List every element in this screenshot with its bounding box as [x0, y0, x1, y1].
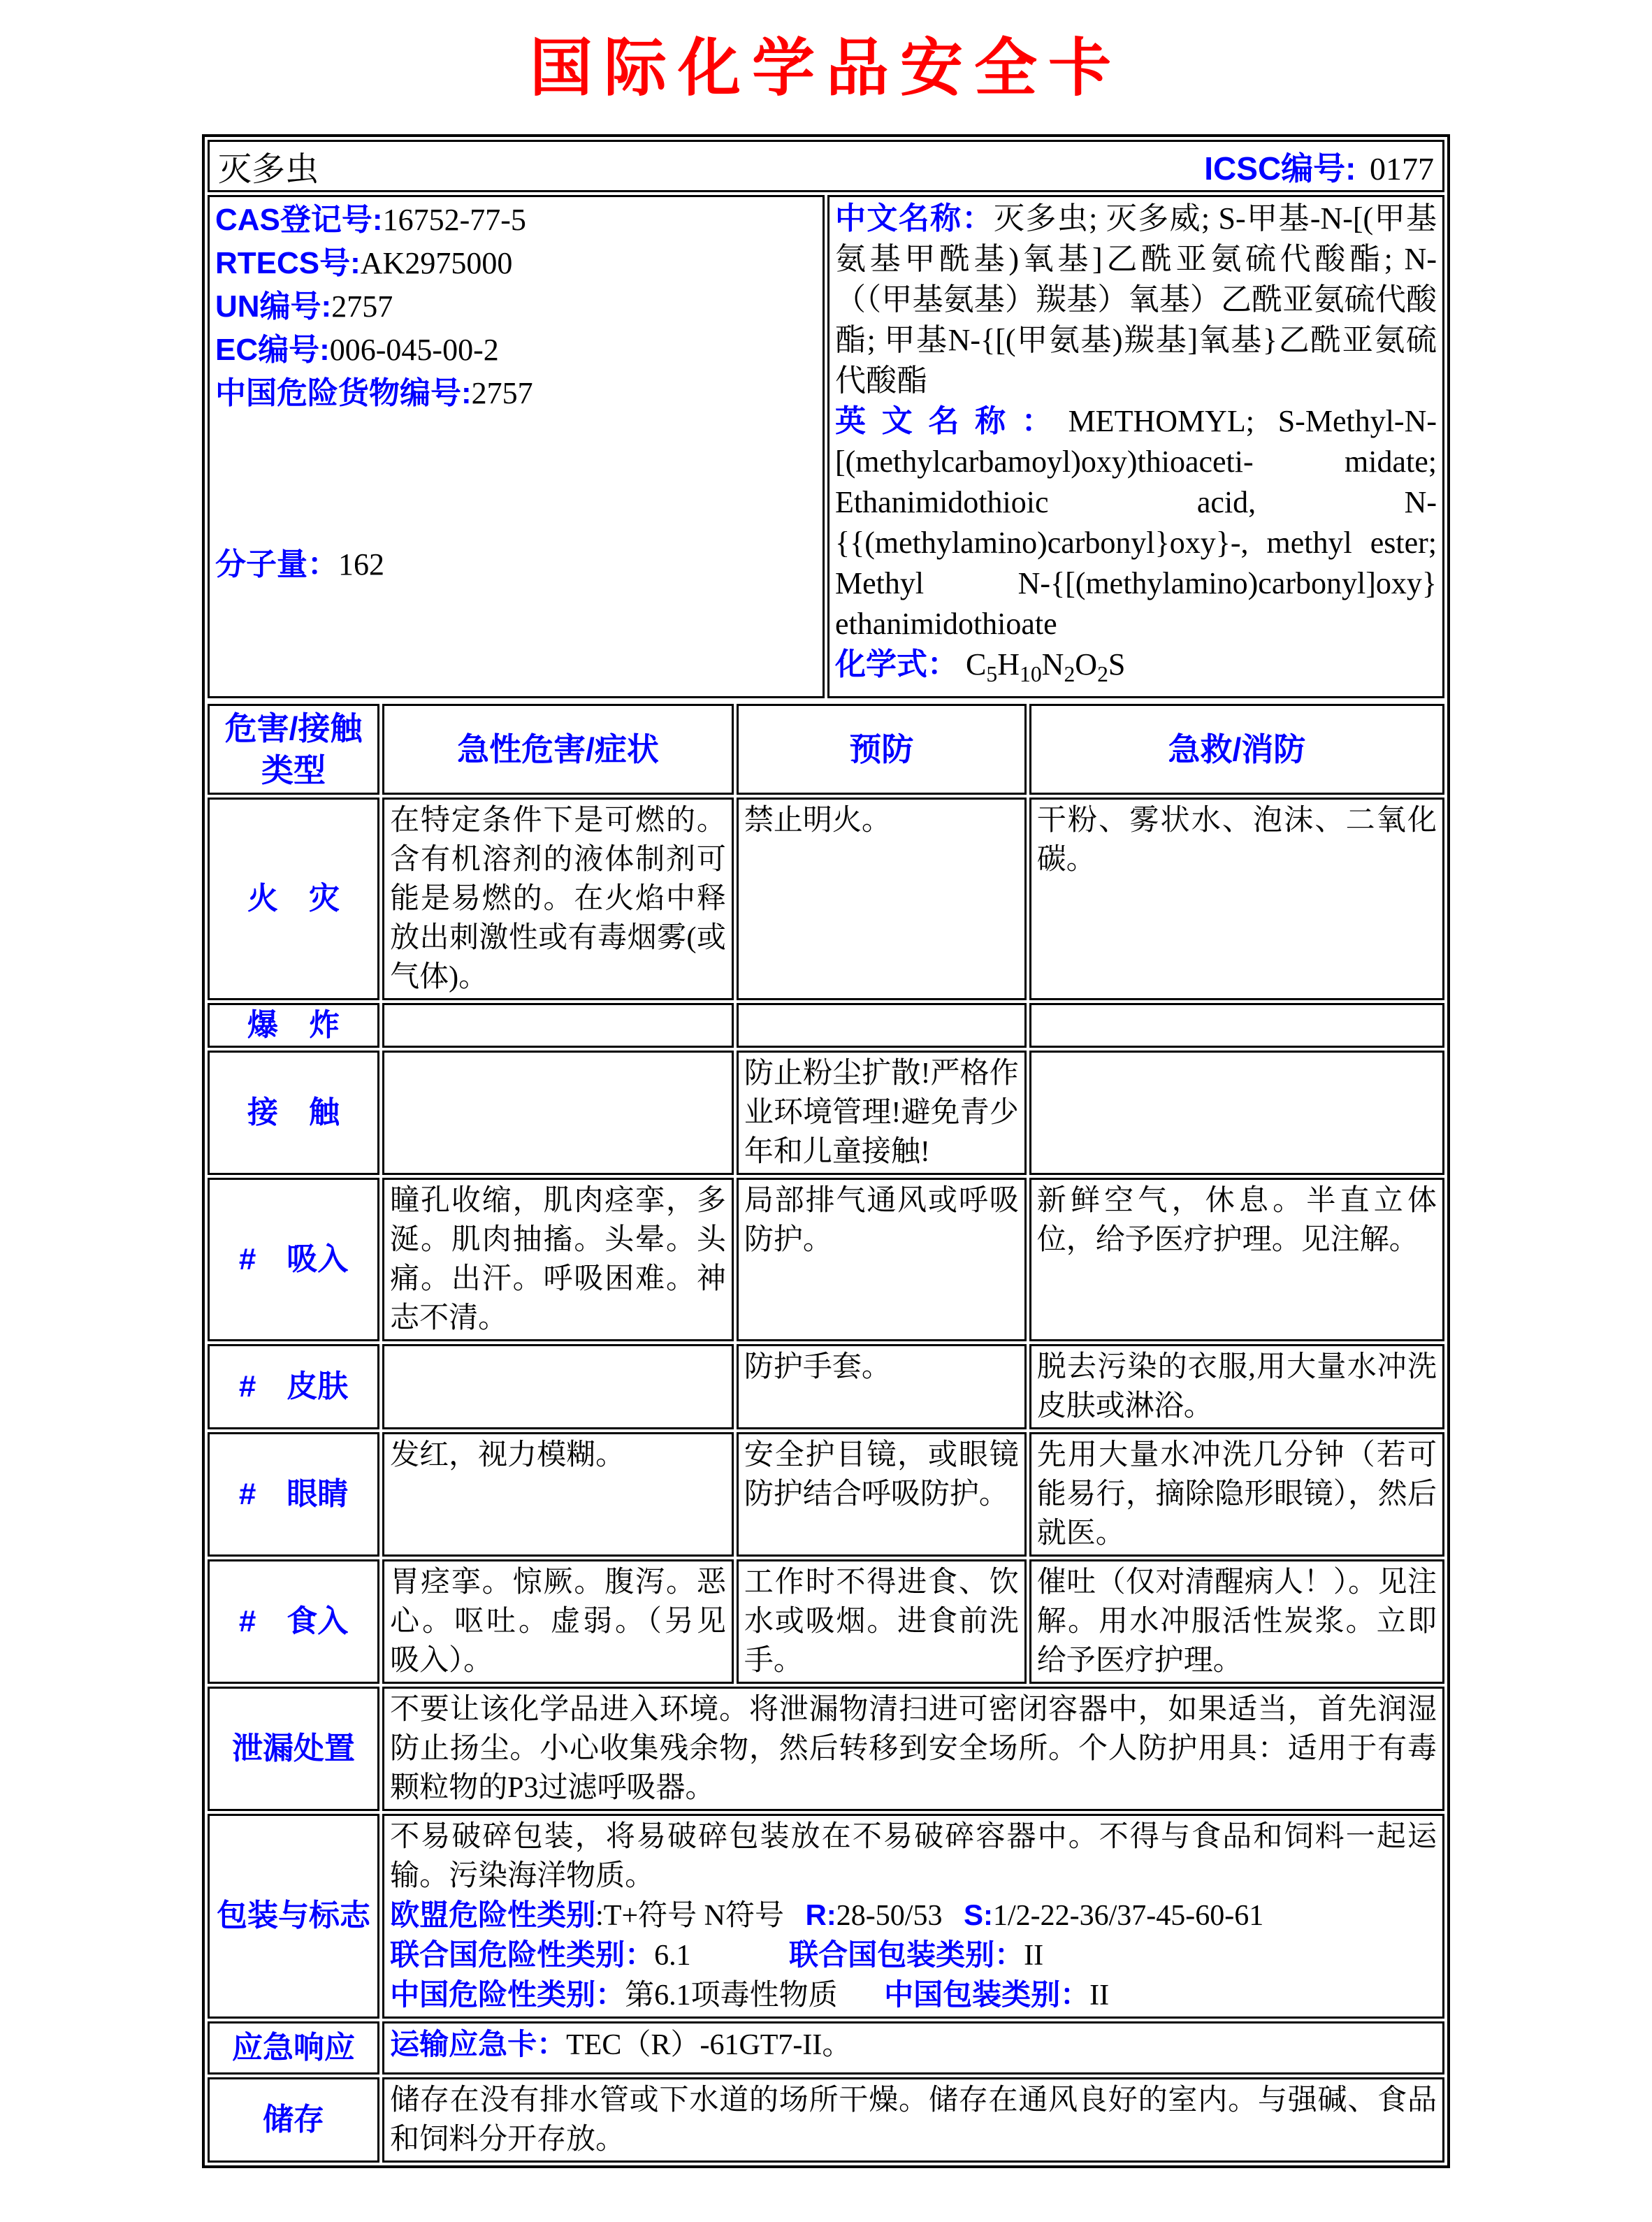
header-prevention [737, 704, 1027, 795]
icsc-number-group [1204, 143, 1434, 189]
row-storage-label: 储存 [263, 2102, 325, 2137]
row-contact-label: 接 触 [247, 1095, 340, 1130]
un-hazard-class-label: 联合国危险性类别： [390, 1938, 655, 1971]
un-number-line [215, 285, 817, 329]
row-skin-firstaid: 脱去污染的衣服,用大量水冲洗皮肤或淋浴。 [1029, 1344, 1444, 1429]
header-hazard-type-label: 危害/接触类型 [224, 709, 363, 788]
row-eyes-prevention: 安全护目镜，或眼镜防护结合呼吸防护。 [737, 1432, 1027, 1557]
row-skin-label-cell [208, 1344, 379, 1429]
s-phrases-label: S: [963, 1898, 993, 1931]
eu-hazard-class-value: :T+符号 N符号 [595, 1899, 784, 1932]
cn-pack-group-label: 中国包装类别： [884, 1977, 1090, 2011]
un-class-line [390, 1935, 1437, 1975]
formula-label: 化学式： [835, 647, 958, 681]
row-explosion-label: 爆 炸 [247, 1007, 340, 1042]
names-cell [827, 195, 1444, 698]
row-explosion-symptoms [382, 1003, 734, 1048]
row-contact-prevention: 防止粉尘扩散!严格作业环境管理!避免青少年和儿童接触! [737, 1051, 1027, 1175]
icsc-number-label: ICSC编号: [1204, 150, 1356, 187]
eu-hazard-class-label: 欧盟危险性类别 [390, 1898, 596, 1931]
ec-number-line [215, 329, 817, 372]
row-fire-symptoms: 在特定条件下是可燃的。含有机溶剂的液体制剂可能是易燃的。在火焰中释放出刺激性或有毒烟雾(或气体)。 [382, 798, 734, 1000]
row-storage [208, 2077, 1444, 2163]
r-phrases-label: R: [805, 1898, 836, 1931]
row-inhalation-label-cell [208, 1178, 379, 1341]
row-contact-firstaid [1029, 1051, 1444, 1175]
english-name-value: METHOMYL; S-Methyl-N-[(methylcarbamoyl)oxy)thioaceti- midate; Ethanimidothioic acid, N-{{(methylamino)carbonyl}oxy}-, methyl ester; Methyl N-{[(methylamino)carbonyl]oxy} ethanimidothioate [835, 404, 1437, 641]
row-packaging-labelling [208, 1814, 1444, 2019]
row-fire-label: 火 灾 [247, 881, 340, 916]
molecular-weight-label: 分子量： [215, 547, 338, 582]
row-spill-label: 泄漏处置 [232, 1731, 356, 1766]
molecular-weight-line [215, 543, 817, 586]
chinese-name-label: 中文名称： [835, 201, 994, 236]
row-contact-label-cell [208, 1051, 379, 1175]
ec-number-label: EC编号: [215, 333, 330, 367]
substance-name: 灭多虫 [218, 151, 319, 188]
cas-number-label: CAS登记号: [215, 203, 383, 237]
row-skin [208, 1344, 1444, 1429]
un-hazard-class-value: 6.1 [654, 1939, 691, 1972]
row-contact [208, 1051, 1444, 1175]
header-firstaid [1029, 704, 1444, 795]
ec-number-value: 006-045-00-2 [329, 333, 499, 367]
row-emergency-label-cell [208, 2021, 379, 2075]
molecular-weight-value: 162 [338, 547, 384, 582]
transport-emergency-card-label: 运输应急卡： [390, 2027, 567, 2061]
name-header-cell [208, 140, 1444, 192]
row-inhalation [208, 1178, 1444, 1341]
identifiers-cell [208, 195, 825, 698]
page-title: 国际化学品安全卡 [530, 34, 1122, 103]
row-emergency-content [382, 2021, 1444, 2075]
row-ingestion-label: # 食入 [238, 1603, 349, 1638]
row-inhalation-label: # 吸入 [238, 1241, 349, 1276]
cn-hazard-class-label: 中国危险性类别： [390, 1977, 625, 2011]
row-emergency-label: 应急响应 [232, 2030, 356, 2065]
cn-pack-group-value: II [1089, 1979, 1110, 2012]
eu-hazard-class-line [390, 1896, 1437, 1935]
info-row [208, 195, 1444, 698]
row-inhalation-symptoms: 瞳孔收缩，肌肉痉挛，多涎。肌肉抽搐。头晕。头痛。出汗。呼吸困难。神志不清。 [382, 1178, 734, 1341]
row-ingestion [208, 1559, 1444, 1684]
transport-emergency-card-value: TEC（R）-61GT7-II。 [566, 2028, 852, 2061]
row-fire-firstaid: 干粉、雾状水、泡沫、二氧化碳。 [1029, 798, 1444, 1000]
row-explosion [208, 1003, 1444, 1048]
row-ingestion-firstaid: 催吐（仅对清醒病人！）。见注解。用水冲服活性炭浆。立即给予医疗护理。 [1029, 1559, 1444, 1684]
row-packaging-label: 包装与标志 [217, 1898, 371, 1933]
un-pack-group-value: II [1024, 1939, 1044, 1972]
formula-line [835, 644, 1437, 695]
un-number-value: 2757 [331, 289, 393, 324]
name-header-row [208, 140, 1444, 192]
name-header-flex [218, 142, 1434, 190]
row-ingestion-prevention: 工作时不得进食、饮水或吸烟。进食前洗手。 [737, 1559, 1027, 1684]
cas-number-line [215, 199, 817, 242]
row-emergency-response [208, 2021, 1444, 2075]
row-inhalation-prevention: 局部排气通风或呼吸防护。 [737, 1178, 1027, 1341]
header-symptoms-label: 急性危害/症状 [457, 730, 659, 767]
un-pack-group-label: 联合国包装类别： [789, 1938, 1024, 1971]
row-explosion-prevention [737, 1003, 1027, 1048]
header-firstaid-label: 急救/消防 [1168, 730, 1306, 767]
row-skin-symptoms [382, 1344, 734, 1429]
row-eyes-firstaid: 先用大量水冲洗几分钟（若可能易行，摘除隐形眼镜），然后就医。 [1029, 1432, 1444, 1557]
s-phrases-value: 1/2-22-36/37-45-60-61 [992, 1899, 1264, 1932]
row-packaging-content [382, 1814, 1444, 2019]
china-dg-number-value: 2757 [471, 376, 533, 410]
icsc-number-value: 0177 [1370, 150, 1434, 187]
china-dg-number-label: 中国危险货物编号: [215, 376, 472, 410]
row-explosion-firstaid [1029, 1003, 1444, 1048]
row-spill-label-cell [208, 1687, 379, 1811]
row-spill-text: 不要让该化学品进入环境。将泄漏物清扫进可密闭容器中，如果适当，首先润湿防止扬尘。小心收集残余物，然后转移到安全场所。个人防护用具：适用于有毒颗粒物的P3过滤呼吸器。 [382, 1687, 1444, 1811]
rtecs-number-line [215, 242, 817, 285]
row-ingestion-symptoms: 胃痉挛。惊厥。腹泻。恶心。呕吐。虚弱。（另见吸入）。 [382, 1559, 734, 1684]
rtecs-number-value: AK2975000 [360, 246, 513, 280]
header-prevention-label: 预防 [849, 730, 914, 767]
header-symptoms [382, 704, 734, 795]
packaging-paragraph: 不易破碎包装，将易破碎包装放在不易破碎容器中。不得与食品和饲料一起运输。污染海洋物质。 [390, 1820, 1437, 1892]
row-eyes [208, 1432, 1444, 1557]
row-fire-label-cell [208, 798, 379, 1000]
english-name-paragraph [835, 401, 1437, 644]
chinese-name-value: 灭多虫; 灭多威; S-甲基-N-[(甲基氨基甲酰基)氧基]乙酰亚氨硫代酸酯; N-（（甲基氨基）羰基）氧基）乙酰亚氨硫代酸酯; 甲基N-{[(甲氨基)羰基]氧基}乙酰亚氨硫代酸酯 [835, 201, 1437, 398]
row-fire [208, 798, 1444, 1000]
top-section-table [205, 137, 1447, 701]
row-spill-disposal [208, 1687, 1444, 1811]
row-ingestion-label-cell [208, 1559, 379, 1684]
row-skin-label: # 皮肤 [238, 1369, 349, 1404]
china-dg-number-line [215, 372, 817, 415]
hazard-table [205, 701, 1447, 2165]
row-explosion-label-cell [208, 1003, 379, 1048]
cn-hazard-class-value: 第6.1项毒性物质 [625, 1979, 838, 2012]
row-storage-text: 储存在没有排水管或下水道的场所干燥。储存在通风良好的室内。与强碱、食品和饲料分开存放。 [382, 2077, 1444, 2163]
header-hazard-type [208, 704, 379, 795]
cn-class-line [390, 1975, 1437, 2015]
safety-card [202, 134, 1450, 2168]
row-eyes-symptoms: 发红，视力模糊。 [382, 1432, 734, 1557]
row-inhalation-firstaid: 新鲜空气，休息。半直立体位，给予医疗护理。见注解。 [1029, 1178, 1444, 1341]
identifiers-flex [215, 199, 817, 586]
row-contact-symptoms [382, 1051, 734, 1175]
un-number-label: UN编号: [215, 289, 332, 324]
row-skin-prevention: 防护手套。 [737, 1344, 1027, 1429]
english-name-label: 英文名称： [835, 404, 1068, 438]
cas-number-value: 16752-77-5 [382, 203, 526, 237]
formula-value: $C_5H_{10}N_2O_2S$ [966, 647, 1126, 686]
row-packaging-label-cell [208, 1814, 379, 2019]
chinese-name-paragraph [835, 199, 1437, 401]
row-eyes-label: # 眼睛 [238, 1476, 349, 1511]
row-eyes-label-cell [208, 1432, 379, 1557]
hazard-header-row [208, 704, 1444, 795]
r-phrases-value: 28-50/53 [836, 1899, 943, 1932]
rtecs-number-label: RTECS号: [215, 246, 361, 280]
row-storage-label-cell [208, 2077, 379, 2163]
identifiers-list [215, 199, 817, 415]
row-fire-prevention: 禁止明火。 [737, 798, 1027, 1000]
